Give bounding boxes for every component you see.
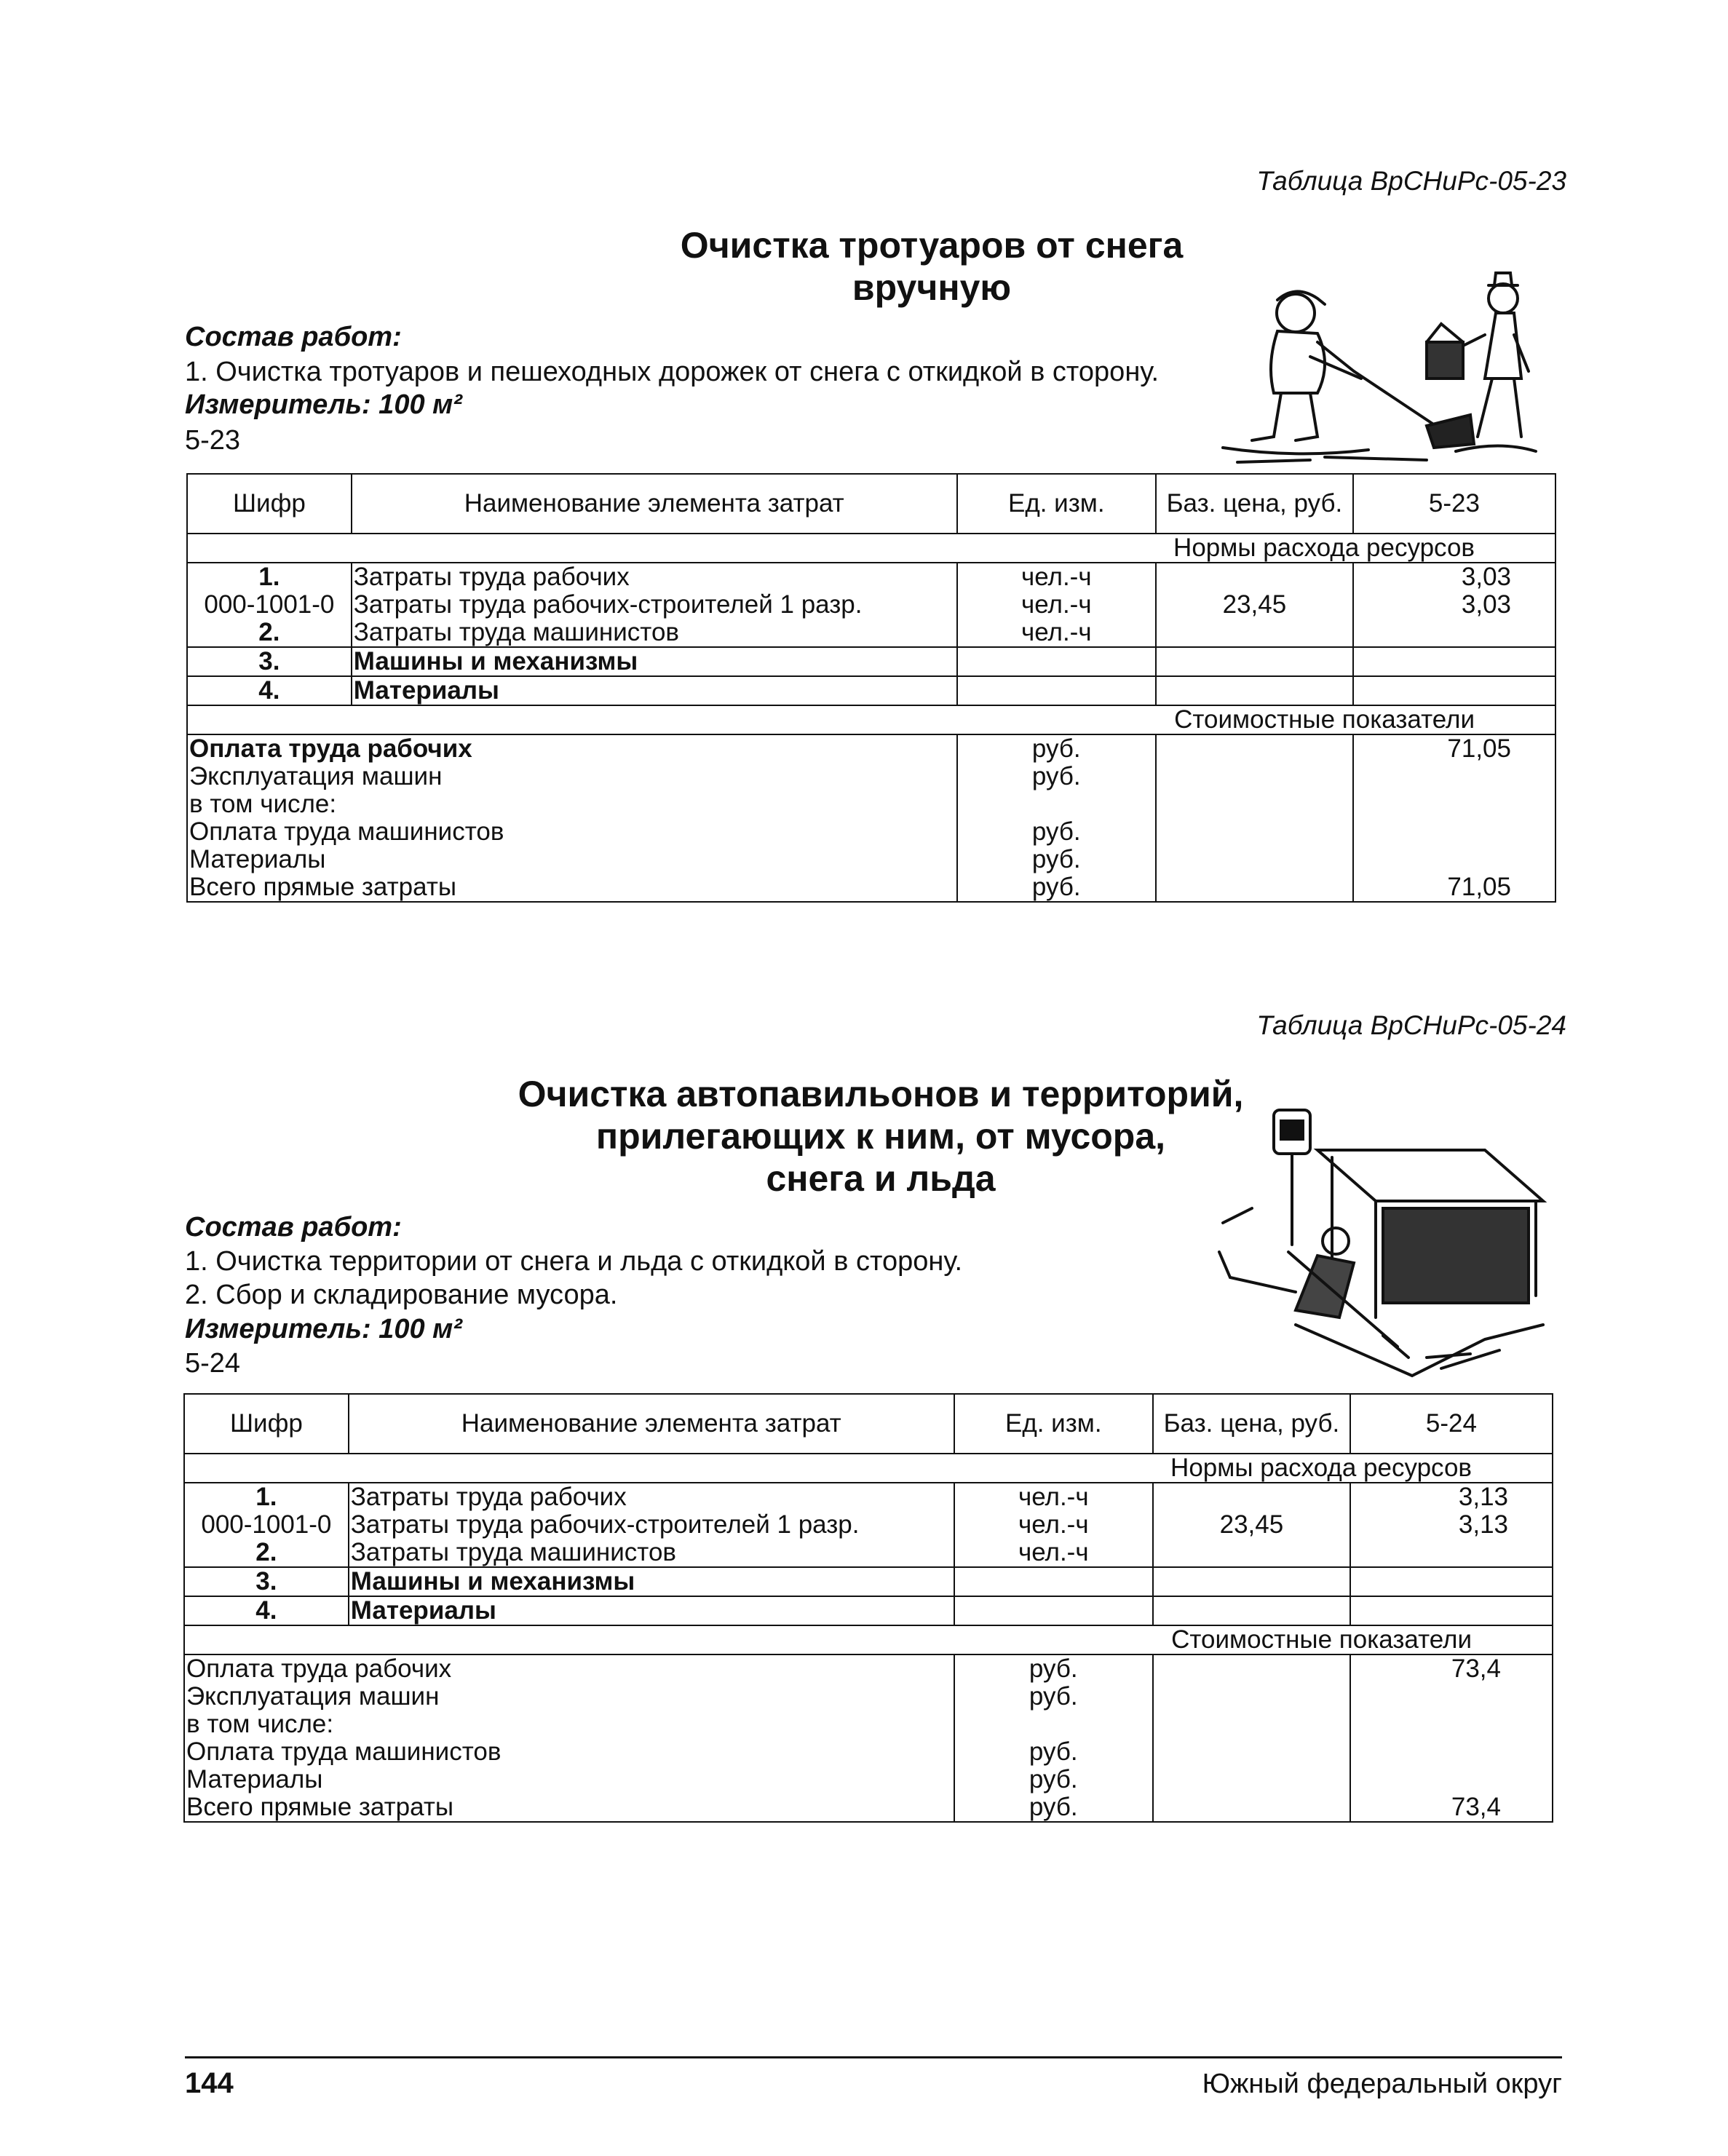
cell-cipher: 000-1001-0	[187, 591, 352, 619]
cost-value: 73,4	[1350, 1794, 1553, 1822]
cost-name: в том числе:	[187, 790, 957, 818]
bus-shelter-illustration	[1208, 1106, 1550, 1383]
header-cipher: Шифр	[187, 474, 352, 534]
cost-value: 73,4	[1350, 1654, 1553, 1683]
cost-name: Всего прямые затраты	[187, 873, 957, 902]
composition-item: 2. Сбор и складирование мусора.	[185, 1280, 618, 1310]
cost-unit: руб.	[954, 1794, 1153, 1822]
cell-name: Материалы	[349, 1596, 954, 1625]
cell-value: 3,03	[1353, 591, 1555, 619]
title-line: Очистка автопавильонов и территорий,	[518, 1074, 1244, 1114]
section-title	[451, 1073, 1310, 1200]
table-row	[184, 1483, 1553, 1511]
cost-row	[184, 1738, 1553, 1766]
composition-label: Состав работ:	[185, 322, 402, 352]
cell-value: 3,03	[1353, 563, 1555, 591]
cost-name: Оплата труда машинистов	[187, 818, 957, 846]
cell-price	[1153, 1596, 1350, 1625]
cost-name: Оплата труда рабочих	[184, 1654, 954, 1683]
cell-cipher: 1.	[187, 563, 352, 591]
cost-header: Стоимостные показатели	[184, 1625, 1553, 1654]
cost-value	[1353, 763, 1555, 790]
cell-price	[1156, 676, 1353, 705]
cell-unit: чел.-ч	[957, 563, 1156, 591]
header-cipher: Шифр	[184, 1394, 349, 1454]
cell-cipher: 4.	[187, 676, 352, 705]
cell-value: 3,13	[1350, 1511, 1553, 1539]
cost-unit: руб.	[957, 763, 1156, 790]
cost-name: в том числе:	[184, 1711, 954, 1738]
cell-value	[1350, 1567, 1553, 1596]
page-number: 144	[185, 2067, 234, 2099]
cell-value	[1350, 1539, 1553, 1567]
cell-unit: чел.-ч	[954, 1483, 1153, 1511]
cost-value	[1350, 1766, 1553, 1794]
cost-header: Стоимостные показатели	[187, 705, 1555, 734]
cell-price	[1156, 647, 1353, 676]
cell-name: Затраты труда рабочих-строителей 1 разр.	[349, 1511, 954, 1539]
cell-cipher: 4.	[184, 1596, 349, 1625]
header-code: 5-24	[1350, 1394, 1553, 1454]
cost-header-row	[187, 705, 1555, 734]
cost-row	[184, 1654, 1553, 1683]
meter: Измеритель: 100 м²	[185, 1314, 462, 1344]
norm-code: 5-24	[185, 1348, 241, 1379]
title-line: снега и льда	[766, 1158, 996, 1199]
cell-price	[1153, 1483, 1350, 1511]
cell-name: Затраты труда машинистов	[349, 1539, 954, 1567]
cost-row	[187, 846, 1555, 873]
cost-name: Материалы	[187, 846, 957, 873]
cost-row	[184, 1766, 1553, 1794]
cost-unit: руб.	[957, 734, 1156, 763]
norms-table	[183, 1393, 1553, 1823]
cell-cipher: 000-1001-0	[184, 1511, 349, 1539]
cost-value	[1350, 1738, 1553, 1766]
cell-unit	[957, 676, 1156, 705]
cost-value: 71,05	[1353, 873, 1555, 902]
cell-price: 23,45	[1153, 1511, 1350, 1539]
cost-name: Оплата труда машинистов	[184, 1738, 954, 1766]
cost-name: Материалы	[184, 1766, 954, 1794]
cell-name: Машины и механизмы	[352, 647, 957, 676]
cell-price	[1156, 563, 1353, 591]
cell-name: Затраты труда рабочих-строителей 1 разр.	[352, 591, 957, 619]
table-row	[184, 1539, 1553, 1567]
title-line: Очистка тротуаров от снега	[680, 225, 1184, 266]
cost-value	[1350, 1683, 1553, 1711]
cost-value	[1353, 846, 1555, 873]
cost-name: Оплата труда рабочих	[187, 734, 957, 763]
cost-row	[187, 818, 1555, 846]
cell-name: Затраты труда рабочих	[349, 1483, 954, 1511]
composition-label: Состав работ:	[185, 1212, 402, 1243]
header-unit: Ед. изм.	[954, 1394, 1153, 1454]
cell-cipher: 3.	[184, 1567, 349, 1596]
meter: Измеритель: 100 м²	[185, 389, 462, 420]
cost-price	[1153, 1738, 1350, 1766]
table-row	[184, 1511, 1553, 1539]
cost-unit: руб.	[954, 1683, 1153, 1711]
cell-price	[1153, 1567, 1350, 1596]
header-name: Наименование элемента затрат	[352, 474, 957, 534]
cost-unit	[957, 790, 1156, 818]
cost-price	[1153, 1711, 1350, 1738]
cost-value	[1353, 790, 1555, 818]
cell-value	[1350, 1596, 1553, 1625]
table-row	[184, 1596, 1553, 1625]
cost-row	[184, 1711, 1553, 1738]
cost-header-row	[184, 1625, 1553, 1654]
table-caption: Таблица ВрСНиРс-05-23	[1256, 166, 1566, 196]
cost-name: Всего прямые затраты	[184, 1794, 954, 1822]
cell-unit: чел.-ч	[954, 1539, 1153, 1567]
cost-price	[1153, 1766, 1350, 1794]
cost-unit: руб.	[954, 1766, 1153, 1794]
composition-item: 1. Очистка территории от снега и льда с откидкой в сторону.	[185, 1246, 963, 1277]
cost-unit: руб.	[954, 1738, 1153, 1766]
cost-row	[187, 734, 1555, 763]
cost-price	[1153, 1683, 1350, 1711]
cell-price	[1153, 1539, 1350, 1567]
cost-price	[1156, 818, 1353, 846]
header-name: Наименование элемента затрат	[349, 1394, 954, 1454]
table-row	[187, 563, 1555, 591]
cell-name: Затраты труда машинистов	[352, 619, 957, 647]
cost-price	[1156, 763, 1353, 790]
cost-price	[1156, 846, 1353, 873]
header-price: Баз. цена, руб.	[1153, 1394, 1350, 1454]
cell-unit	[957, 647, 1156, 676]
title-line: прилегающих к ним, от мусора,	[595, 1116, 1166, 1157]
cell-value	[1353, 676, 1555, 705]
cost-value	[1350, 1711, 1553, 1738]
cost-name: Эксплуатация машин	[184, 1683, 954, 1711]
cost-price	[1153, 1654, 1350, 1683]
norms-header: Нормы расхода ресурсов	[184, 1454, 1553, 1483]
cost-price	[1153, 1794, 1350, 1822]
cost-unit	[954, 1711, 1153, 1738]
cost-price	[1156, 790, 1353, 818]
header-code: 5-23	[1353, 474, 1555, 534]
section-title	[568, 224, 1296, 309]
snow-shoveling-illustration	[1208, 269, 1543, 466]
cost-row	[187, 790, 1555, 818]
cost-name: Эксплуатация машин	[187, 763, 957, 790]
table-row	[187, 676, 1555, 705]
cost-unit: руб.	[957, 846, 1156, 873]
table-header-row	[184, 1394, 1553, 1454]
cost-row	[184, 1794, 1553, 1822]
norms-header-row	[184, 1454, 1553, 1483]
cost-unit: руб.	[957, 873, 1156, 902]
footer-rule	[185, 2056, 1562, 2058]
norms-header-row	[187, 534, 1555, 563]
header-price: Баз. цена, руб.	[1156, 474, 1353, 534]
cost-value: 71,05	[1353, 734, 1555, 763]
cell-unit	[954, 1596, 1153, 1625]
footer-region: Южный федеральный округ	[1202, 2069, 1562, 2099]
cell-cipher: 2.	[187, 619, 352, 647]
cell-name: Машины и механизмы	[349, 1567, 954, 1596]
norms-header: Нормы расхода ресурсов	[187, 534, 1555, 563]
cost-row	[187, 873, 1555, 902]
table-row	[187, 647, 1555, 676]
cell-name: Материалы	[352, 676, 957, 705]
cell-name: Затраты труда рабочих	[352, 563, 957, 591]
norms-table	[186, 473, 1556, 903]
cell-cipher: 3.	[187, 647, 352, 676]
cell-price: 23,45	[1156, 591, 1353, 619]
table-row	[187, 619, 1555, 647]
table-row	[187, 591, 1555, 619]
cost-price	[1156, 734, 1353, 763]
header-unit: Ед. изм.	[957, 474, 1156, 534]
cell-unit: чел.-ч	[957, 591, 1156, 619]
cell-value	[1353, 619, 1555, 647]
cell-price	[1156, 619, 1353, 647]
composition-item: 1. Очистка тротуаров и пешеходных дорожек от снега с откидкой в сторону.	[185, 357, 1160, 387]
table-caption: Таблица ВрСНиРс-05-24	[1256, 1010, 1566, 1040]
table-header-row	[187, 474, 1555, 534]
norm-code: 5-23	[185, 425, 241, 456]
cost-value	[1353, 818, 1555, 846]
cost-row	[184, 1683, 1553, 1711]
cell-cipher: 2.	[184, 1539, 349, 1567]
cell-cipher: 1.	[184, 1483, 349, 1511]
cell-unit: чел.-ч	[957, 619, 1156, 647]
cost-row	[187, 763, 1555, 790]
title-line: вручную	[852, 267, 1012, 308]
cell-value	[1353, 647, 1555, 676]
cost-unit: руб.	[954, 1654, 1153, 1683]
cell-unit	[954, 1567, 1153, 1596]
table-row	[184, 1567, 1553, 1596]
cell-unit: чел.-ч	[954, 1511, 1153, 1539]
cost-price	[1156, 873, 1353, 902]
cell-value: 3,13	[1350, 1483, 1553, 1511]
cost-unit: руб.	[957, 818, 1156, 846]
